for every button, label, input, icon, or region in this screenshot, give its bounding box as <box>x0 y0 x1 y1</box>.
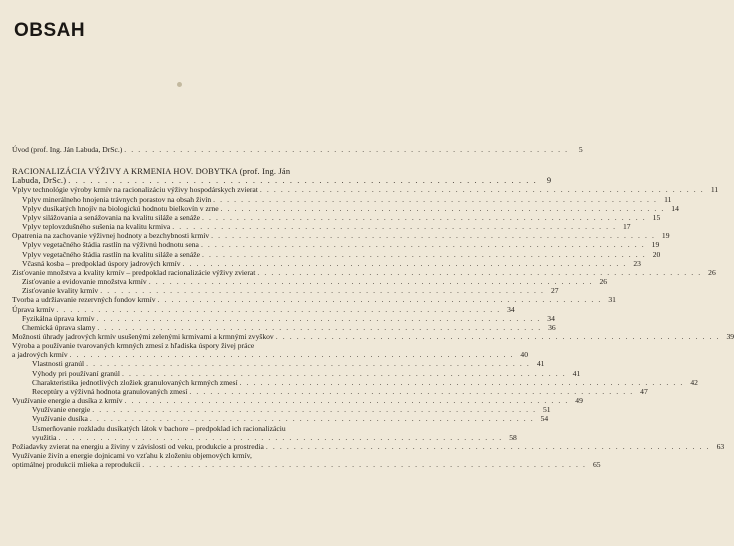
toc-entry-title-cont: optimálnej produkcii mlieka a reprodukcii <box>12 460 141 470</box>
toc-leader: . . . . . . . . . . . . . . . . . . . . . . . . . . . . . . . . . . . . . . . . . . . . . . . . . . . . . . . . . . . . . . . . <box>148 277 594 287</box>
toc-entry-page: 40 <box>520 350 528 360</box>
toc-entry-title: Včasná kosba – predpoklad úspory jadrových krmív <box>22 258 181 268</box>
toc-leader: . . . . . . . . . . . . . . . . . . . . . . . . . . . . . . . . . . . . . . . . . . . . . . . . . . . . . . . . . . . . . . . . <box>157 295 602 305</box>
toc-entry-title: Možnosti úhrady jadrových krmív usušenými zelenými krmivami a krmnými zvyškov <box>12 331 274 341</box>
paper-spot <box>177 82 182 87</box>
toc-leader: . . . . . . . . . . . . . . . . . . . . . . . . . . . . . . . . . . . . . . . . . . . . . . . . . . . . . . . . . . . . . . . . <box>201 249 647 259</box>
toc-leader: . . . . . . . . . . . . . . . . . . . . . . . . . . . . . . . . . . . . . . . . . . . . . . . . . . . . . . . . . . . . . . . . <box>89 414 535 424</box>
toc-entry[interactable] <box>12 267 716 277</box>
toc-entry[interactable] <box>12 359 545 369</box>
toc-leader: . . . . . . . . . . . . . . . . . . . . . . . . . . . . . . . . . . . . . . . . . . . . . . . . . . . . . . . . . . . . . . . . <box>200 240 646 250</box>
section-heading-cont[interactable] <box>12 176 552 186</box>
toc-entry-title: Receptúry a výživná hodnota granulovaných zmesí <box>32 386 188 396</box>
toc-list <box>12 185 734 341</box>
toc-entry-page: 39 <box>726 331 734 341</box>
toc-leader: . . . . . . . . . . . . . . . . . . . . . . . . . . . . . . . . . . . . . . . . . . . . . . . . . . . . . . . . . . . . . . . . <box>96 313 541 323</box>
toc-entry-page: 42 <box>690 377 698 387</box>
toc-entry-title: Využívanie energie <box>32 405 91 415</box>
toc-entry[interactable] <box>12 277 608 287</box>
table-of-contents <box>12 145 734 470</box>
toc-leader: . . . . . . . . . . . . . . . . . . . . . . . . . . . . . . . . . . . . . . . . . . . . . . . . . . . . . . . . . . . . . . . . <box>56 304 501 314</box>
toc-entry-page: 11 <box>664 194 672 204</box>
toc-entry-page: 34 <box>547 313 555 323</box>
toc-entry[interactable] <box>12 231 670 241</box>
toc-entry-title: Výroba a používanie tvarovaných krmných zmesí z hľadiska úspory živej práce <box>12 341 255 351</box>
toc-leader: . . . . . . . . . . . . . . . . . . . . . . . . . . . . . . . . . . . . . . . . . . . . . . . . . . . . . . . . . . . . . . . . <box>86 359 531 369</box>
toc-entry[interactable] <box>12 212 661 222</box>
toc-leader: . . . . . . . . . . . . . . . . . . . . . . . . . . . . . . . . . . . . . . . . . . . . . . . . . . . . . . . . . . . . . . . . <box>213 194 658 204</box>
toc-entry-title: Vlastnosti granúl <box>32 359 85 369</box>
toc-entry[interactable] <box>12 396 583 406</box>
toc-entry[interactable] <box>12 386 648 396</box>
toc-entry-wrapped[interactable] <box>12 424 350 433</box>
toc-leader: . . . . . . . . . . . . . . . . . . . . . . . . . . . . . . . . . . . . . . . . . . . . . . . . . . . . . . . . . . . . . . . . <box>124 396 569 406</box>
toc-entry[interactable] <box>12 377 698 387</box>
toc-entry[interactable] <box>12 249 661 259</box>
toc-entry-page: 51 <box>542 405 551 415</box>
toc-entry-title: Výhody pri používaní granúl <box>32 368 120 378</box>
toc-entry-title: Vplyv minerálneho hnojenia trávnych porastov na obsah živín <box>22 194 212 204</box>
toc-leader: . . . . . . . . . . . . . . . . . . . . . . . . . . . . . . . . . . . . . . . . . . . . . . . . . . . . . . . . . . . . . . . . <box>182 258 627 268</box>
toc-leader: . . . . . . . . . . . . . . . . . . . . . . . . . . . . . . . . . . . . . . . . . . . . . . . . . . . . . . . . . . . . . . . . <box>68 176 538 186</box>
toc-leader: . . . . . . . . . . . . . . . . . . . . . . . . . . . . . . . . . . . . . . . . . . . . . . . . . . . . . . . . . . . . . . . . <box>58 432 503 442</box>
toc-entry-title: Fyzikálna úprava krmív <box>22 313 95 323</box>
toc-entry-page: 17 <box>622 222 631 232</box>
section-heading-line1: RACIONALIZÁCIA VÝŽIVY A KRMENIA HOV. DOBYTKA (prof. Ing. Ján <box>12 167 291 177</box>
toc-entry[interactable] <box>12 441 725 451</box>
toc-entry-page: 11 <box>710 185 719 195</box>
toc-entry-title: Požiadavky zvierat na energiu a živiny v závislosti od veku, produkcie a prostredia <box>12 441 264 451</box>
toc-leader: . . . . . . . . . . . . . . . . . . . . . . . . . . . . . . . . . . . . . . . . . . . . . . . . . . . . . . . . . . . . . . . . <box>259 185 705 195</box>
toc-entry-title-cont: využitia <box>32 432 57 442</box>
page-title: OBSAH <box>14 20 86 41</box>
toc-entry-page: 23 <box>633 258 641 268</box>
toc-entry-title: Využívanie energie a dusíka z krmív <box>12 396 123 406</box>
toc-entry-page: 34 <box>507 304 515 314</box>
toc-leader: . . . . . . . . . . . . . . . . . . . . . . . . . . . . . . . . . . . . . . . . . . . . . . . . . . . . . . . . . . . . . . . . <box>69 350 514 360</box>
toc-entry-wrapped[interactable] <box>12 341 350 350</box>
toc-entry[interactable] <box>12 203 679 213</box>
toc-entry-title: Vplyv silážovania a senážovania na kvalitu siláže a senáže <box>22 212 200 222</box>
toc-entry-title: Tvorba a udržiavanie rezervných fondov krmív <box>12 295 156 305</box>
toc-entry-title-cont: a jadrových krmív <box>12 350 68 360</box>
toc-entry[interactable] <box>12 222 631 232</box>
toc-entry-wrapped[interactable] <box>12 451 350 460</box>
toc-entry-title: Využívanie dusíka <box>32 414 88 424</box>
toc-entry-page: 20 <box>652 249 661 259</box>
toc-entry-title: Charakteristika jednotlivých zložiek granulovaných krmných zmesí <box>32 377 238 387</box>
toc-entry[interactable] <box>12 405 551 415</box>
toc-entry[interactable] <box>12 322 556 332</box>
toc-leader: . . . . . . . . . . . . . . . . . . . . . . . . . . . . . . . . . . . . . . . . . . . . . . . . . . . . . . . . . . . . . . . . <box>220 203 665 213</box>
toc-entry-page: 65 <box>592 460 601 470</box>
toc-leader: . . . . . . . . . . . . . . . . . . . . . . . . . . . . . . . . . . . . . . . . . . . . . . . . . . . . . . . . . . . . . . . . <box>211 231 656 241</box>
toc-entry-title: Využívanie živín a energie dojnicami vo vzťahu k zloženiu objemových krmív, <box>12 451 252 460</box>
toc-leader: . . . . . . . . . . . . . . . . . . . . . . . . . . . . . . . . . . . . . . . . . . . . . . . . . . . . . . . . . . . . . . . . <box>124 145 569 154</box>
toc-entry-title: Vplyv vegetačného štádia rastlín na výživnú hodnotu sena <box>22 240 199 250</box>
toc-entry-page: 5 <box>578 145 583 154</box>
toc-leader: . . . . . . . . . . . . . . . . . . . . . . . . . . . . . . . . . . . . . . . . . . . . . . . . . . . . . . . . . . . . . . . . <box>265 441 711 451</box>
toc-entry-title: Usmerňovanie rozkladu dusíkatých látok v bachore – predpoklad ich racionalizáciu <box>32 423 286 433</box>
toc-entry-page: 58 <box>509 432 517 442</box>
toc-entry-wrapped-cont[interactable] <box>12 460 601 470</box>
toc-entry-title: Úprava krmív <box>12 304 55 314</box>
section-heading-page: 9 <box>546 176 552 186</box>
toc-entry-page: 26 <box>708 267 716 277</box>
toc-leader: . . . . . . . . . . . . . . . . . . . . . . . . . . . . . . . . . . . . . . . . . . . . . . . . . . . . . . . . . . . . . . . . <box>121 368 567 378</box>
toc-entry[interactable] <box>12 286 559 296</box>
toc-entry-title: Vplyv technológie výroby krmív na racionalizáciu výživy hospodárskych zvierat <box>12 185 258 195</box>
toc-entry-page: 15 <box>652 212 661 222</box>
toc-entry-page: 47 <box>640 386 648 396</box>
toc-entry-page: 54 <box>540 414 549 424</box>
toc-entry-page: 36 <box>548 322 556 332</box>
toc-leader: . . . . . . . . . . . . . . . . . . . . . . . . . . . . . . . . . . . . . . . . . . . . . . . . . . . . . . . . . . . . . . . . <box>172 222 617 232</box>
toc-entry-page: 41 <box>536 359 545 369</box>
toc-entry[interactable] <box>12 331 734 341</box>
toc-entry-page: 19 <box>651 240 660 250</box>
toc-entry[interactable] <box>12 414 549 424</box>
toc-entry[interactable] <box>12 304 515 314</box>
toc-entry-wrapped-cont[interactable] <box>12 432 517 442</box>
toc-entry-title: Vplyv teplovzdušného sušenia na kvalitu krmiva <box>22 222 171 232</box>
section-heading[interactable] <box>12 167 350 176</box>
toc-leader: . . . . . . . . . . . . . . . . . . . . . . . . . . . . . . . . . . . . . . . . . . . . . . . . . . . . . . . . . . . . . . . . <box>189 386 634 396</box>
toc-entry[interactable] <box>12 240 660 250</box>
section-heading-line2: Labuda, DrSc.) <box>12 176 67 186</box>
toc-entry[interactable] <box>12 194 672 204</box>
toc-entry[interactable] <box>12 258 641 268</box>
toc-entry-title: Opatrenia na zachovanie výživnej hodnoty a bezchybnosti krmív <box>12 231 210 241</box>
toc-entry-page: 49 <box>575 396 583 406</box>
toc-entry-title: Zisťovanie množstva a kvality krmív – predpoklad racionalizácie výživy zvierat <box>12 267 256 277</box>
toc-entry[interactable] <box>12 295 616 305</box>
toc-list <box>12 359 698 424</box>
toc-entry-title: Zisťovanie a evidovanie množstva krmív <box>22 277 147 287</box>
toc-entry[interactable] <box>12 368 581 378</box>
toc-leader: . . . . . . . . . . . . . . . . . . . . . . . . . . . . . . . . . . . . . . . . . . . . . . . . . . . . . . . . . . . . . . . . <box>142 460 587 470</box>
toc-leader: . . . . . . . . . . . . . . . . . . . . . . . . . . . . . . . . . . . . . . . . . . . . . . . . . . . . . . . . . . . . . . . . <box>257 267 702 277</box>
toc-entry-intro[interactable] <box>12 145 583 154</box>
toc-leader: . . . . . . . . . . . . . . . . . . . . . . . . . . . . . . . . . . . . . . . . . . . . . . . . . . . . . . . . . . . . . . . . <box>100 286 545 296</box>
toc-entry-wrapped-cont[interactable] <box>12 350 528 360</box>
toc-entry-title: Zisťovanie kvality krmív <box>22 286 99 296</box>
toc-entry-page: 41 <box>572 368 581 378</box>
toc-entry-page: 31 <box>608 295 616 305</box>
toc-entry-page: 27 <box>550 286 559 296</box>
toc-leader: . . . . . . . . . . . . . . . . . . . . . . . . . . . . . . . . . . . . . . . . . . . . . . . . . . . . . . . . . . . . . . . . <box>92 405 537 415</box>
toc-entry-page: 63 <box>716 441 725 451</box>
toc-entry-title: Vplyv dusíkatých hnojív na biologickú hodnotu bielkovín v zrne <box>22 203 219 213</box>
toc-entry-title: Vplyv vegetačného štádia rastlín na kvalitu siláže a senáže <box>22 249 200 259</box>
toc-entry-title: Chemická úprava slamy <box>22 322 96 332</box>
toc-leader: . . . . . . . . . . . . . . . . . . . . . . . . . . . . . . . . . . . . . . . . . . . . . . . . . . . . . . . . . . . . . . . . <box>239 377 684 387</box>
toc-entry[interactable] <box>12 185 719 195</box>
toc-leader: . . . . . . . . . . . . . . . . . . . . . . . . . . . . . . . . . . . . . . . . . . . . . . . . . . . . . . . . . . . . . . . . <box>275 331 721 341</box>
toc-leader: . . . . . . . . . . . . . . . . . . . . . . . . . . . . . . . . . . . . . . . . . . . . . . . . . . . . . . . . . . . . . . . . <box>201 212 647 222</box>
toc-entry-page: 14 <box>671 203 679 213</box>
toc-entry-page: 26 <box>599 277 608 287</box>
toc-entry[interactable] <box>12 313 555 323</box>
toc-entry-title: Úvod (prof. Ing. Ján Labuda, DrSc.) <box>12 145 123 154</box>
toc-leader: . . . . . . . . . . . . . . . . . . . . . . . . . . . . . . . . . . . . . . . . . . . . . . . . . . . . . . . . . . . . . . . . <box>97 322 542 332</box>
toc-entry-page: 19 <box>661 231 670 241</box>
